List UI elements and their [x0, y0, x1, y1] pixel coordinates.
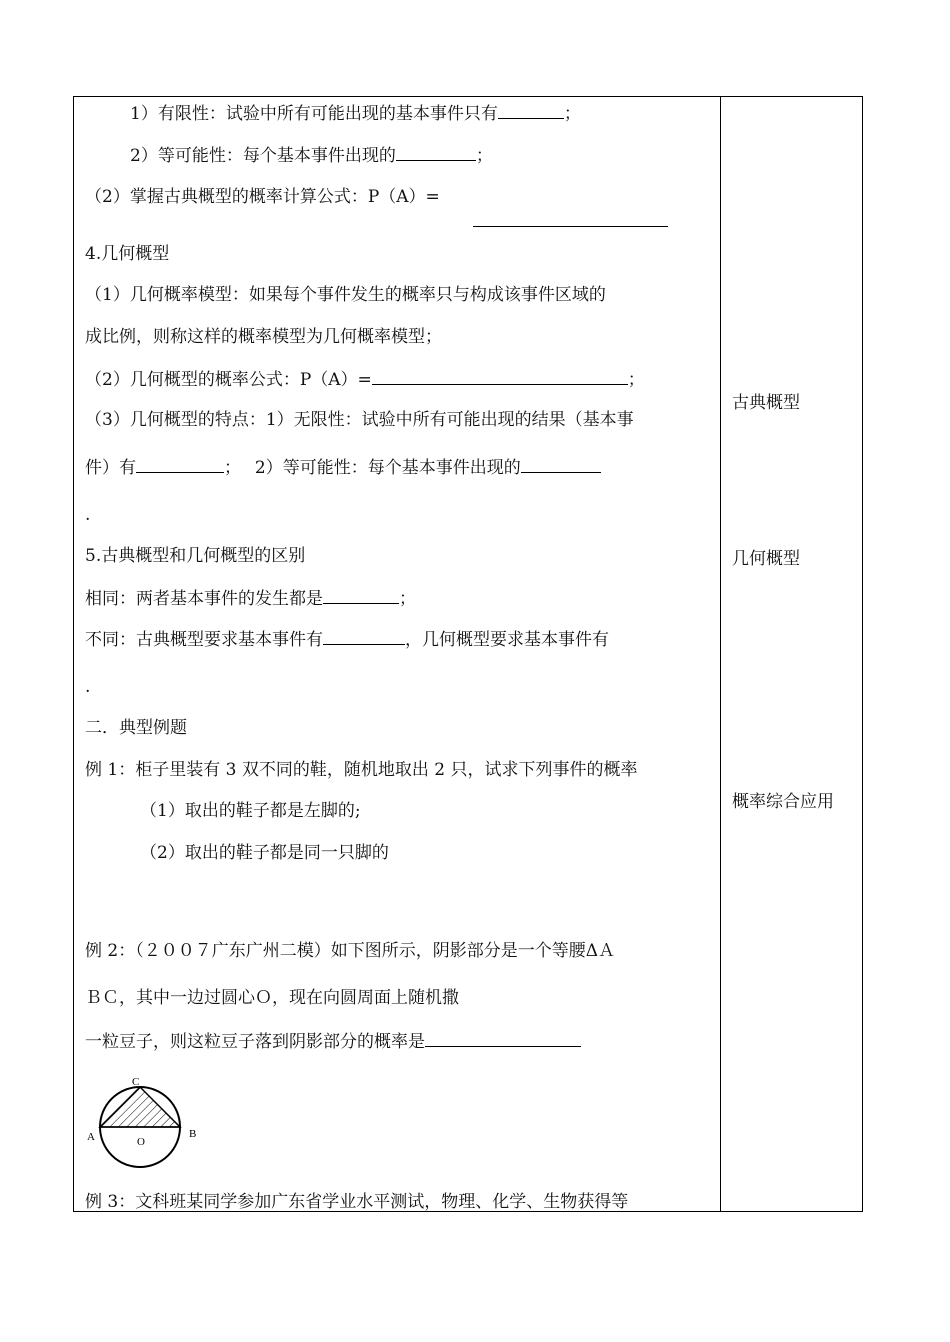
line-period-2: . [85, 677, 91, 697]
example-1: 例 1：柜子里装有 3 双不同的鞋，随机地取出 2 只，试求下列事件的概率 [85, 760, 638, 780]
heading-examples: 二．典型例题 [85, 718, 187, 738]
text-different-b: ，几何概型要求基本事件有 [405, 630, 609, 650]
text-geo-equal: ； 2）等可能性：每个基本事件出现的 [224, 458, 521, 478]
blank-different [323, 628, 405, 645]
column-divider [720, 96, 721, 1212]
line-classical-formula: （2）掌握古典概型的概率计算公式：P（A）= [85, 187, 440, 207]
text-equal: 2）等可能性：每个基本事件出现的 [130, 146, 396, 166]
line-geo-model: （1）几何概率模型：如果每个事件发生的概率只与构成该事件区域的 [85, 285, 606, 305]
line-geo-formula [85, 368, 645, 391]
label-c: C [132, 1076, 140, 1088]
line-geo-model-cont: 成比例，则称这样的概率模型为几何概率模型； [85, 327, 442, 347]
example-3: 例 3：文科班某同学参加广东省学业水平测试，物理、化学、生物获得等 [85, 1192, 629, 1212]
blank-same [323, 587, 399, 604]
blank-finite [498, 102, 564, 119]
line-period-1: . [85, 505, 91, 525]
line-finite [130, 102, 581, 125]
text-equal-end: ； [475, 146, 493, 166]
text-example-2-question: 一粒豆子，则这粒豆子落到阴影部分的概率是 [85, 1032, 425, 1052]
line-equal [130, 144, 493, 167]
example-2-cont: ＢＣ，其中一边过圆心Ｏ，现在向圆周面上随机撒 [85, 988, 459, 1008]
example-2: 例 2：（２００７广东广州二模）如下图所示，阴影部分是一个等腰ΔＡ [85, 941, 615, 961]
blank-equal [396, 144, 476, 161]
blank-example-2 [425, 1030, 581, 1047]
line-geo-features-cont [85, 456, 601, 479]
blank-classical-formula [473, 226, 668, 227]
label-b: B [189, 1128, 197, 1140]
shaded-triangle [100, 1087, 180, 1127]
line-same [85, 587, 416, 610]
side-tag-comprehensive: 概率综合应用 [732, 792, 834, 812]
side-tag-classical: 古典概型 [732, 393, 800, 413]
text-finite: 1）有限性：试验中所有可能出现的基本事件只有 [130, 104, 498, 124]
heading-geometric: 4.几何概型 [85, 244, 170, 264]
circle-figure [85, 1075, 205, 1171]
heading-difference: 5.古典概型和几何概型的区别 [85, 546, 306, 566]
text-same-end: ； [399, 589, 416, 609]
example-1-part-2: （2）取出的鞋子都是同一只脚的 [140, 843, 389, 863]
blank-geo-formula [372, 368, 628, 385]
text-geo-formula-end: ； [627, 370, 645, 390]
label-a: A [87, 1131, 95, 1143]
text-geo-formula: （2）几何概型的概率公式：P（A）= [85, 370, 372, 390]
line-different [85, 628, 609, 651]
example-1-part-1: （1）取出的鞋子都是左脚的; [140, 801, 361, 821]
blank-infinite [136, 456, 224, 473]
text-infinite: 件）有 [85, 458, 136, 478]
text-finite-end: ； [563, 104, 581, 124]
blank-geo-equal [521, 456, 601, 473]
label-o: O [137, 1136, 145, 1148]
side-tag-geometric: 几何概型 [732, 549, 800, 569]
line-geo-features: （3）几何概型的特点：1）无限性：试验中所有可能出现的结果（基本事 [85, 410, 634, 430]
example-2-question [85, 1030, 581, 1053]
text-different-a: 不同：古典概型要求基本事件有 [85, 630, 323, 650]
text-same: 相同：两者基本事件的发生都是 [85, 589, 323, 609]
